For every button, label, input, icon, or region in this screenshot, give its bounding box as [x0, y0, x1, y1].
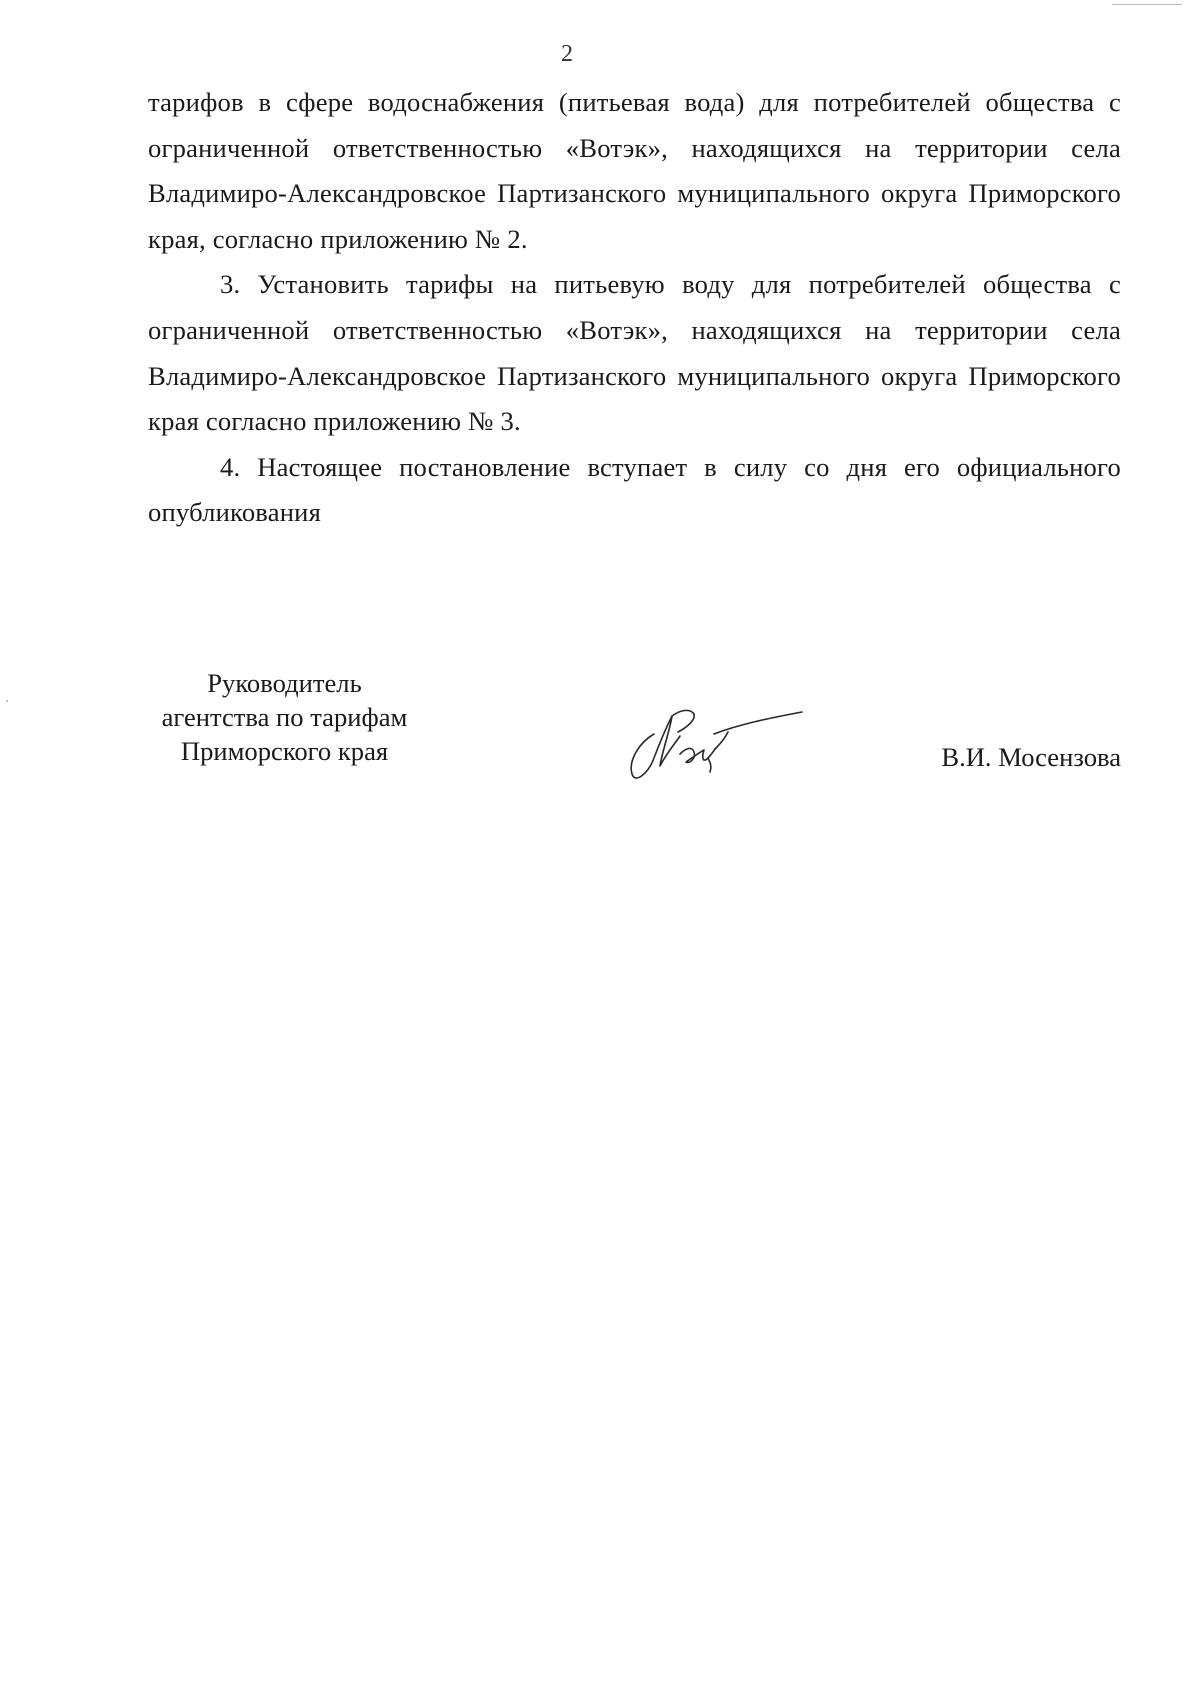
paragraph-continuation: тарифов в сфере водоснабжения (питьевая вода) для потребителей общества с ограниченной ответственностью «Вотэк», находящихся на территории села Владимиро-Александровское Партизанского муниципального округа Приморского края, согласно приложению № 2. [148, 87, 1121, 254]
signer-position-line-3: Приморского края [180, 736, 389, 766]
scan-speck [6, 700, 8, 702]
paragraph-item-3: 3. Установить тарифы на питьевую воду для потребителей общества с ограниченной ответственностью «Вотэк», находящихся на территории села Владимиро-Александровское Партизанского муниципального округа Приморского края согласно приложению № 3. [148, 269, 1121, 437]
page-number: 2 [561, 41, 573, 67]
paragraph-item-4: 4. Настоящее постановление вступает в силу со дня его официального опубликования [148, 451, 1121, 528]
scan-corner-mark [1112, 0, 1182, 5]
signer-name: В.И. Мосензова [941, 742, 1121, 772]
handwritten-signature [610, 694, 810, 784]
signer-position-line-1: Руководитель [207, 668, 362, 698]
signer-position [147, 666, 422, 768]
document-body [148, 80, 1121, 536]
signature-block [130, 666, 1121, 816]
signer-position-line-2: агентства по тарифам [161, 702, 408, 732]
